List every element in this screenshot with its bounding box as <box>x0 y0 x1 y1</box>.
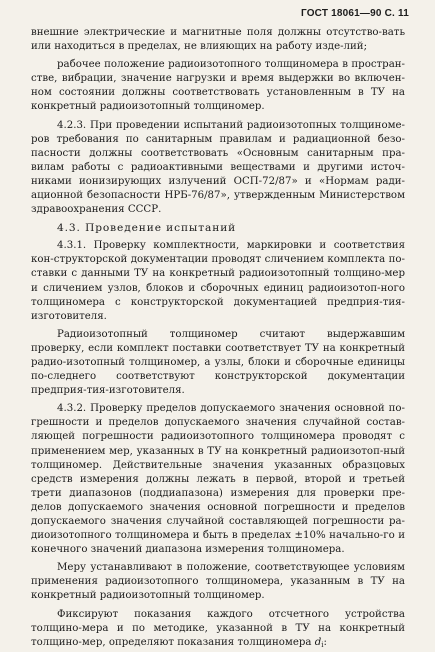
paragraph-4-3-2: 4.3.2. Проверку пределов допускаемого значения основной по-грешности и пределов допускаемого значения случайной состав-ляющей погрешности радиоизотопного толщиномера проводят с применением мер, указанных в ТУ на конкретный радиоизотоп-ный толщиномер. Действительные значения указанных образцовых средств измерения должны лежать в первой, второй и третьей трети диапазонов (поддиапазона) измерения для проверки пре-делов допускаемого значения основной погрешности и пределов допускаемого значения случайной составляющей погрешности ра-диоизотопного толщиномера и быть в пределах ±10% начально-го и конечного значений диапазона измерения толщиномера. <box>31 403 405 556</box>
paragraph-4-3-1: 4.3.1. Проверку комплектности, маркировки и соответствия кон-структорской документации проводят сличением комплекта по-ставки с данными ТУ на конкретный радиоизотопный толщино-мер и сличением узлов, блоков и сборочных единиц радиоизотоп-ного толщиномера с конструкторской документацией предприя-тия-изготовителя. <box>31 240 405 322</box>
paragraph-4-2-3: 4.2.3. При проведении испытаний радиоизотопных толщиноме-ров требования по санитарным правилам и радиационной безо-пасности должны соответствовать «Основным санитарным пра-вилам работы с радиоактивными веществами и другими источ-никами ионизирующих излучений ОСП-72/87» и «Нормам ради-ационной безопасности НРБ-76/87», утвержденным Министерством здравоохранения СССР. <box>31 119 405 216</box>
paragraph-completeness-result: Радиоизотопный толщиномер считают выдержавшим проверку, если комплект поставки соответствует ТУ на конкретный радио-изотопный толщиномер, а узлы, блоки и сборочные единицы по-следнего соответствуют конструкторской документации предприя-тия-изготовителя. <box>31 328 405 397</box>
paragraph-fields: внешние электрические и магнитные поля должны отсутство-вать или находиться в пределах, не влияющих на работу изде-лий; <box>31 27 405 53</box>
formula-var: d <box>314 636 322 648</box>
formula-tail: : <box>323 636 327 648</box>
formula-sub: i <box>321 640 324 649</box>
section-heading: 4.3. Проведение испытаний <box>57 222 237 235</box>
paragraph-readings <box>31 608 405 652</box>
paragraph-measure-position: Меру устанавливают в положение, соответствующее условиям применения радиоизотопного толщиномера, указанным в ТУ на конкретный радиоизотопный толщиномер. <box>31 562 405 602</box>
paragraph-working-position: рабочее положение радиоизотопного толщиномера в простран-стве, вибрации, значение нагрузки и время выдержки во включен-ном состоянии должны соответствовать установленным в ТУ на конкретный радиоизотопный толщиномер. <box>31 59 405 113</box>
paragraph-readings-text: Фиксируют показания каждого отсчетного устройства толщино-мера и по методике, указанной в ТУ на конкретный толщино-мер, определяют показания толщиномера <box>31 608 405 648</box>
running-header: ГОСТ 18061—90 С. 11 <box>300 8 409 19</box>
